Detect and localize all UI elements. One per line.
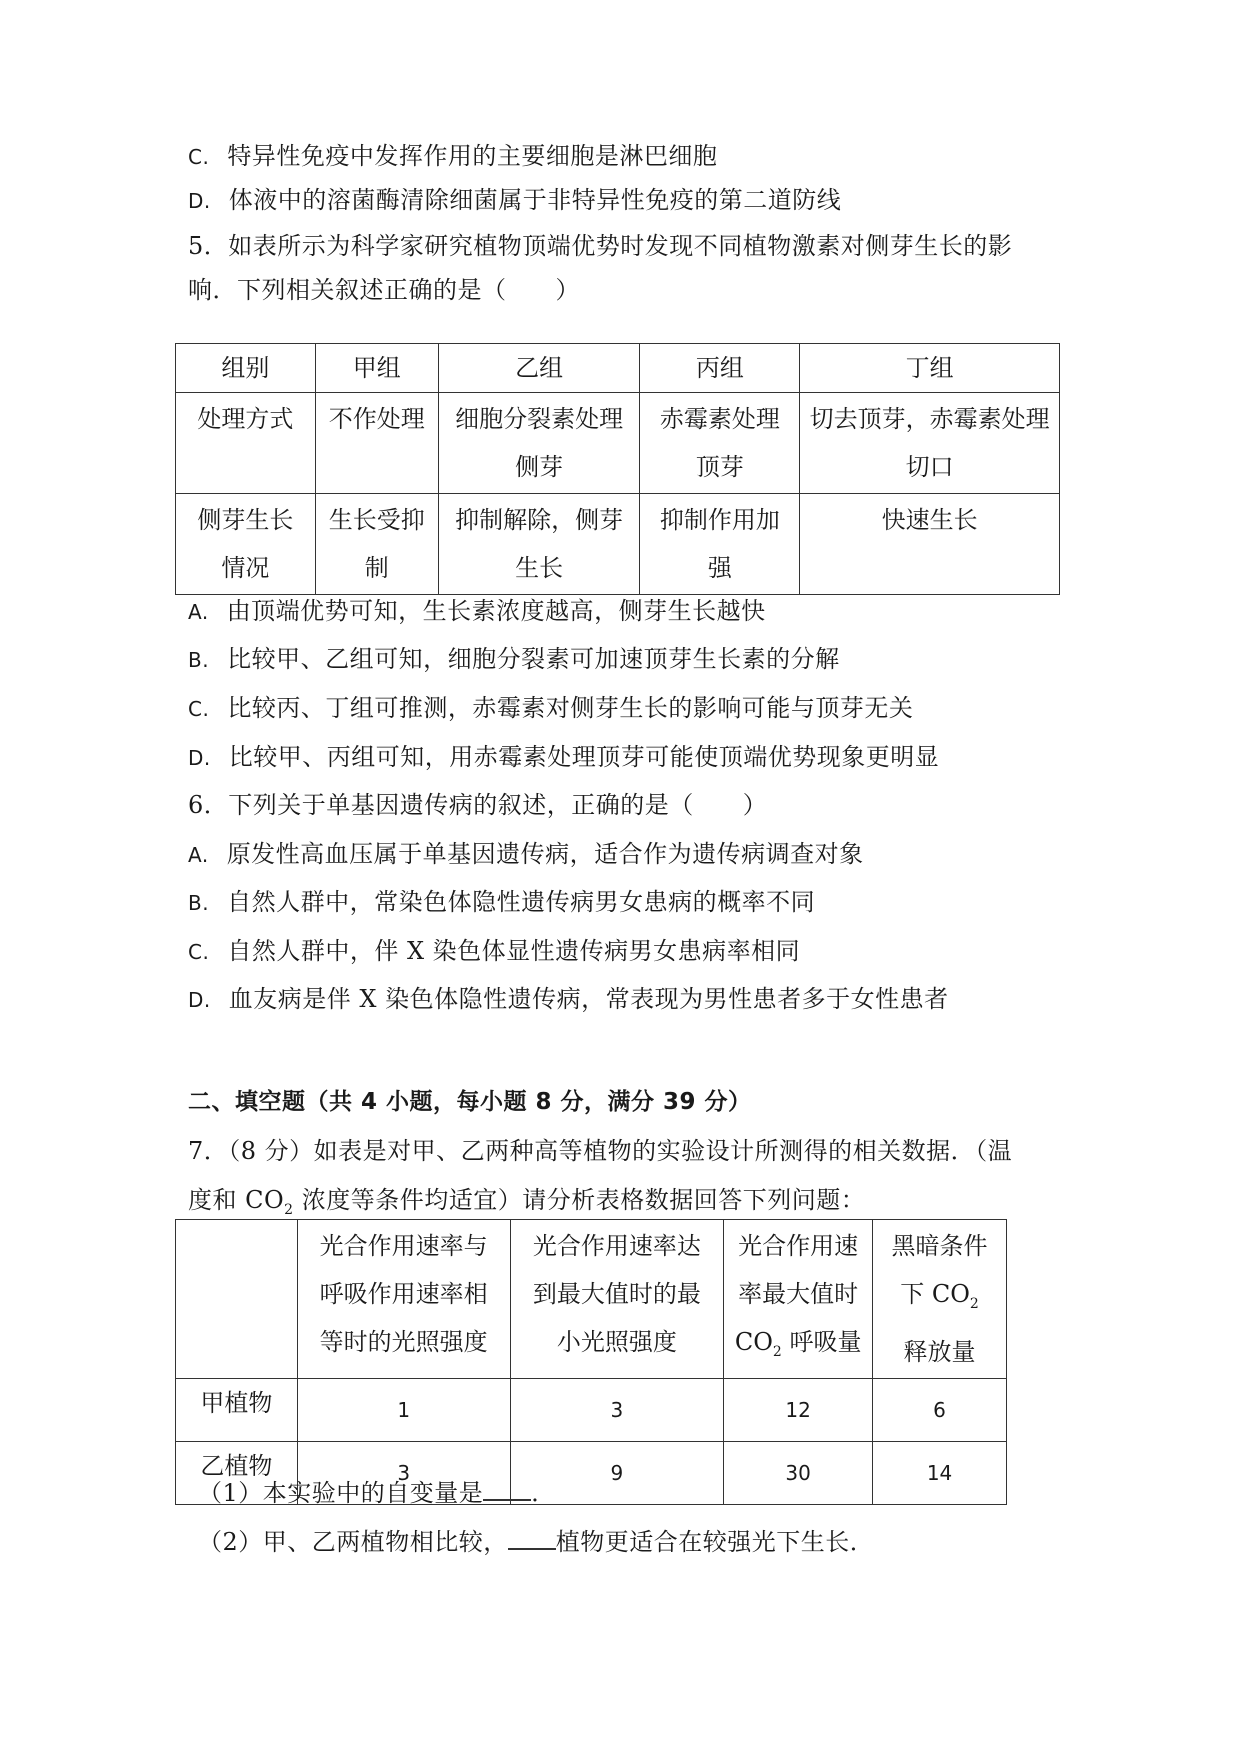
q5-option-a: A. 由顶端优势可知，生长素浓度越高，侧芽生长越快 [188,597,766,625]
q7-cell: 1 [297,1378,510,1441]
q5-header-jia: 甲组 [315,344,438,393]
q5-header-ding: 丁组 [800,344,1060,393]
q5-row1-cell: 细胞分裂素处理侧芽 [438,393,640,494]
q7-cell: 3 [510,1378,724,1441]
answer-blank[interactable] [508,1526,556,1550]
q5-row1-cell: 切去顶芽，赤霉素处理切口 [800,393,1060,494]
q5-option-b: B. 比较甲、乙组可知，细胞分裂素可加速顶芽生长素的分解 [188,645,840,673]
q7-cell: 9 [510,1441,724,1504]
q6-option-d: D. 血友病是伴 X 染色体隐性遗传病，常表现为男性患者多于女性患者 [188,985,949,1013]
q7-cell: 12 [724,1378,873,1441]
q7-cell: 14 [873,1441,1007,1504]
q5-option-d: D. 比较甲、丙组可知，用赤霉素处理顶芽可能使顶端优势现象更明显 [188,743,940,771]
q7-cell: 30 [724,1441,873,1504]
q7-header-col3: 光合作用速率最大值时 $CO_2$ 呼吸量 [724,1220,873,1379]
q5-stem-line2: 响．下列相关叙述正确的是（ ） [188,276,580,304]
q7-header-col2: 光合作用速率达到最大值时的最小光照强度 [510,1220,724,1379]
q6-stem: 6．下列关于单基因遗传病的叙述，正确的是（ ） [188,791,768,819]
q6-option-a: A. 原发性高血压属于单基因遗传病，适合作为遗传病调查对象 [188,840,864,868]
q7-header-empty [176,1220,298,1379]
section-heading: 二、填空题（共 4 小题，每小题 8 分，满分 39 分） [188,1089,752,1115]
q7-stem-line1: 7．（8 分）如表是对甲、乙两种高等植物的实验设计所测得的相关数据．（温 [188,1137,1013,1165]
q7-cell: 3 [297,1441,510,1504]
q5-row2-cell: 生长受抑制 [315,494,438,595]
table-row [176,494,1060,595]
q7-stem-line2: 度和 $CO_2$ 浓度等条件均适宜）请分析表格数据回答下列问题： [188,1186,866,1218]
q5-row1-cell: 赤霉素处理顶芽 [640,393,800,494]
answer-blank[interactable] [483,1477,531,1501]
q7-cell: 6 [873,1378,1007,1441]
q6-option-b: B. 自然人群中，常染色体隐性遗传病男女患病的概率不同 [188,888,816,916]
q4-option-c: C. 特异性免疫中发挥作用的主要细胞是淋巴细胞 [188,142,718,170]
q5-table [175,343,1060,595]
q6-option-c: C. 自然人群中，伴 X 染色体显性遗传病男女患病率相同 [188,937,801,965]
table-row [176,393,1060,494]
table-row [176,1378,1007,1441]
q7-sub2: （2）甲、乙两植物相比较， 植物更适合在较强光下生长． [198,1528,875,1556]
q7-row-label: 乙植物 [176,1441,298,1504]
q7-header-col1: 光合作用速率与呼吸作用速率相等时的光照强度 [297,1220,510,1379]
q7-row-label: 甲植物 [176,1378,298,1441]
q5-row2-cell: 抑制解除，侧芽生长 [438,494,640,595]
q5-header-yi: 乙组 [438,344,640,393]
q5-row2-cell: 快速生长 [800,494,1060,595]
q5-option-c: C. 比较丙、丁组可推测，赤霉素对侧芽生长的影响可能与顶芽无关 [188,694,914,722]
q5-row2-cell: 抑制作用加强 [640,494,800,595]
q5-stem-line1: 5．如表所示为科学家研究植物顶端优势时发现不同植物激素对侧芽生长的影 [188,232,1013,260]
table-row [176,1220,1007,1379]
q7-sub1: （1）本实验中的自变量是 ． [198,1479,556,1507]
q5-row1-label: 处理方式 [176,393,316,494]
table-row [176,344,1060,393]
q7-header-col4: 黑暗条件下 $CO_2$ 释放量 [873,1220,1007,1379]
q5-header-group: 组别 [176,344,316,393]
q7-table [175,1219,1007,1505]
q4-option-d: D. 体液中的溶菌酶清除细菌属于非特异性免疫的第二道防线 [188,186,842,214]
q5-header-bing: 丙组 [640,344,800,393]
q5-row2-label: 侧芽生长情况 [176,494,316,595]
q5-row1-cell: 不作处理 [315,393,438,494]
